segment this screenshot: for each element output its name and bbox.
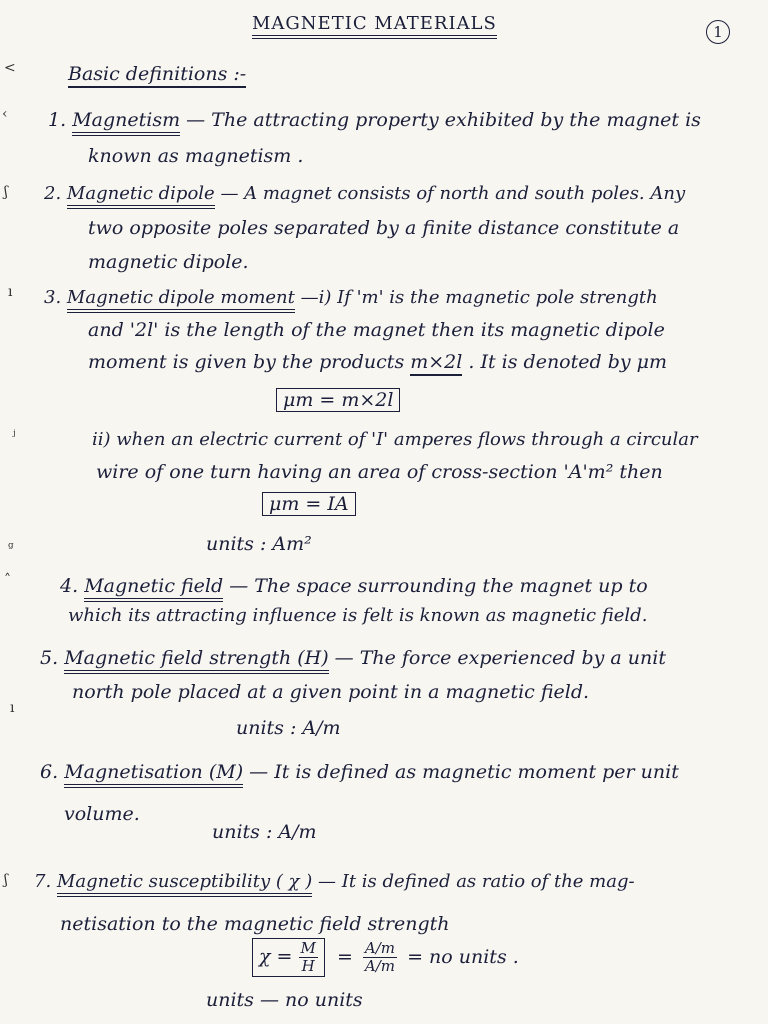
definition-7-line1: 7. Magnetic susceptibility ( χ ) — It is defined as ratio of the mag- bbox=[34, 870, 635, 894]
page-title: MAGNETIC MATERIALS bbox=[252, 12, 497, 36]
definition-4-line2: which its attracting influence is felt is known as magnetic field. bbox=[68, 605, 648, 626]
definition-5-line2: north pole placed at a given point in a magnetic field. bbox=[72, 681, 590, 703]
formula-current-loop: μm = IA bbox=[262, 492, 356, 516]
units-susceptibility: units — no units bbox=[206, 989, 363, 1011]
definition-2-line2: two opposite poles separated by a finite distance constitute a bbox=[88, 217, 680, 239]
margin-mark: ˄ bbox=[4, 572, 11, 588]
definition-5-line1: 5. Magnetic field strength (H) — The force experienced by a unit bbox=[40, 646, 666, 670]
term-magnetisation: Magnetisation (M) bbox=[64, 761, 243, 788]
definition-6-line1: 6. Magnetisation (M) — It is defined as magnetic moment per unit bbox=[40, 760, 679, 784]
section-heading: Basic definitions :- bbox=[68, 62, 246, 86]
definition-3-line1: 3. Magnetic dipole moment —i) If 'm' is the magnetic pole strength bbox=[44, 286, 658, 310]
margin-mark: ʲ bbox=[12, 428, 16, 444]
definition-1-line2: known as magnetism . bbox=[88, 145, 304, 167]
margin-mark: ı bbox=[8, 284, 13, 300]
units-magnetisation: units : A/m bbox=[212, 821, 317, 843]
margin-mark: ʃ bbox=[4, 184, 8, 200]
definition-6-line2: volume. bbox=[64, 803, 140, 825]
term-magnetic-susceptibility: Magnetic susceptibility ( χ ) bbox=[57, 871, 312, 897]
definition-3-line2: and '2l' is the length of the magnet then its magnetic dipole bbox=[88, 319, 665, 341]
susceptibility-box: χ = $\frac{M}{H}$ bbox=[252, 938, 325, 977]
definition-3-part2-line2: wire of one turn having an area of cross-section 'A'm² then bbox=[96, 461, 663, 483]
definition-4-line1: 4. Magnetic field — The space surrounding the magnet up to bbox=[60, 574, 648, 598]
term-magnetic-field: Magnetic field bbox=[84, 575, 223, 602]
term-magnetic-dipole-moment: Magnetic dipole moment bbox=[67, 287, 295, 313]
definition-3-part2-line1: ii) when an electric current of 'I' amperes flows through a circular bbox=[92, 429, 698, 450]
margin-mark: ʃ bbox=[4, 872, 8, 888]
units-field-strength: units : A/m bbox=[236, 717, 341, 739]
margin-mark: < bbox=[4, 60, 16, 76]
margin-mark: ‹ bbox=[2, 106, 8, 122]
page-number: 1 bbox=[706, 20, 730, 44]
term-magnetic-field-strength: Magnetic field strength (H) bbox=[64, 647, 328, 674]
units-dipole-moment: units : Am² bbox=[206, 533, 312, 555]
formula-dipole-moment: μm = m×2l bbox=[276, 388, 400, 412]
margin-mark: ı bbox=[10, 700, 15, 716]
definition-7-line2: netisation to the magnetic field strength bbox=[60, 913, 450, 935]
term-magnetism: Magnetism bbox=[72, 109, 180, 136]
term-magnetic-dipole: Magnetic dipole bbox=[67, 183, 215, 209]
definition-2-line1: 2. Magnetic dipole — A magnet consists of north and south poles. Any bbox=[44, 182, 685, 206]
definition-2-line3: magnetic dipole. bbox=[88, 251, 249, 273]
formula-susceptibility: χ = $\frac{M}{H}$ = $\frac{A/m}{A/m}$ = no units . bbox=[252, 936, 519, 977]
definition-1-line1: 1. Magnetism — The attracting property exhibited by the magnet is bbox=[48, 108, 701, 132]
margin-mark: ᵍ bbox=[8, 540, 14, 556]
definition-3-line3: moment is given by the products m×2l . It is denoted by μm bbox=[88, 350, 667, 374]
